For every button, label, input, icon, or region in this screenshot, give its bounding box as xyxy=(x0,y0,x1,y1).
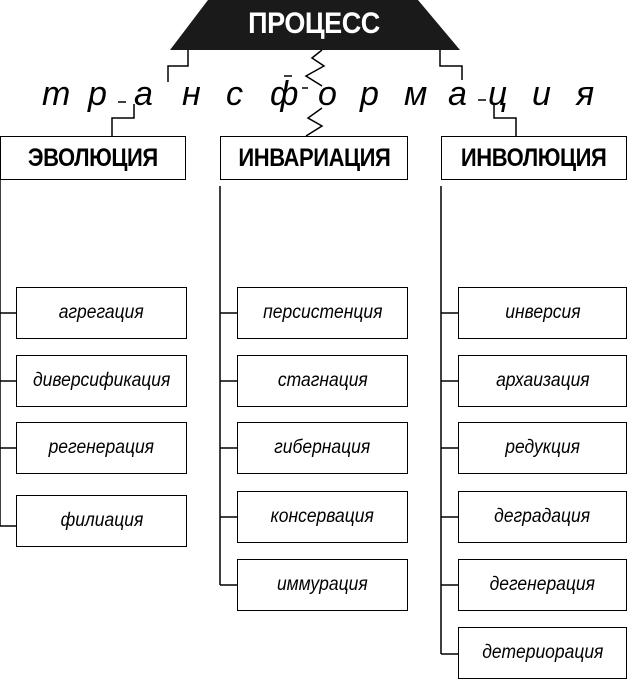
process-title: ПРОЦЕСС xyxy=(248,7,380,40)
subtitle-letter: н xyxy=(182,75,201,113)
item-box: детериорация xyxy=(458,627,627,679)
item-box: дегенерация xyxy=(458,559,627,611)
item-box: регенерация xyxy=(16,422,187,474)
item-box: архаизация xyxy=(458,355,627,407)
subtitle-letter: т xyxy=(42,75,71,113)
subtitle-letter: р xyxy=(88,75,107,113)
item-box: гибернация xyxy=(237,422,408,474)
item-box: агрегация xyxy=(16,287,187,339)
item-box: филиация xyxy=(16,495,187,547)
item-box: стагнация xyxy=(237,355,408,407)
trunk-evolution xyxy=(0,136,16,526)
item-box: иммурация xyxy=(237,559,408,611)
subtitle-letter: ф xyxy=(270,75,299,113)
item-box: инверсия xyxy=(458,287,627,339)
transformation-word xyxy=(20,66,620,122)
subtitle-letter: о xyxy=(318,75,337,113)
item-box: редукция xyxy=(458,422,627,474)
subtitle-letter: я xyxy=(576,75,595,113)
subtitle-letter: с xyxy=(226,75,243,113)
heading-involution: ИНВОЛЮЦИЯ xyxy=(441,136,627,180)
heading-invariation: ИНВАРИАЦИЯ xyxy=(220,136,408,180)
subtitle-letter: а xyxy=(448,75,467,113)
subtitle-letter: р xyxy=(360,75,379,113)
subtitle-letter: и xyxy=(532,75,551,113)
subtitle-letter: ц xyxy=(488,75,508,113)
item-box: диверсификация xyxy=(16,355,187,407)
item-box: деградация xyxy=(458,491,627,543)
item-box: консервация xyxy=(237,491,408,543)
heading-evolution: ЭВОЛЮЦИЯ xyxy=(0,136,186,180)
subtitle-letter: а xyxy=(134,75,153,113)
item-box: персистенция xyxy=(237,287,408,339)
subtitle-letter: м xyxy=(404,75,428,113)
